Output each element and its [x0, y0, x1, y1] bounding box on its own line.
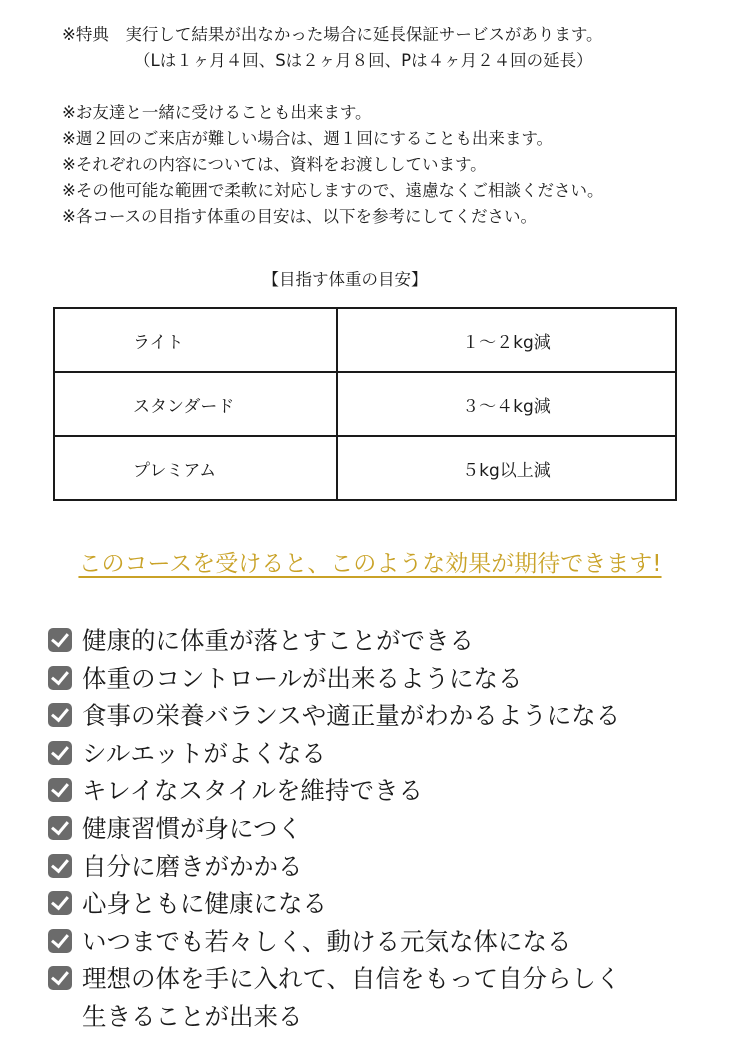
checkbox-checked-icon [48, 929, 72, 953]
note-item: ※その他可能な範囲で柔軟に対応しますので、遠慮なくご相談ください。 [62, 181, 604, 200]
effect-text: 心身ともに健康になる [82, 889, 327, 919]
note-item: ※お友達と一緒に受けることも出来ます。 [62, 103, 372, 122]
spacer [62, 74, 732, 100]
course-name: プレミアム [54, 436, 337, 500]
effect-text: 食事の栄養バランスや適正量がわかるようになる [82, 701, 621, 731]
checkbox-checked-icon [48, 854, 72, 878]
list-item [48, 960, 728, 1035]
checkbox-checked-icon [48, 741, 72, 765]
notes-section [62, 22, 732, 230]
effect-text-line: 理想の体を手に入れて、自信をもって自分らしく [82, 964, 621, 994]
checkbox-checked-icon [48, 703, 72, 727]
table-row [54, 308, 676, 372]
effect-text: シルエットがよくなる [82, 738, 326, 768]
list-item [48, 735, 728, 773]
effect-text: 体重のコントロールが出来るようになる [82, 663, 523, 693]
effect-text: 健康的に体重が落とすことができる [82, 626, 474, 655]
list-item [48, 660, 728, 698]
list-item [48, 885, 728, 923]
weight-goal: ５kg以上減 [337, 436, 676, 500]
checkbox-checked-icon [48, 666, 72, 690]
note-item: ※それぞれの内容については、資料をお渡ししています。 [62, 155, 487, 174]
checkbox-checked-icon [48, 891, 72, 915]
bonus-note: ※特典 実行して結果が出なかった場合に延長保証サービスがあります。 [62, 25, 603, 44]
checkbox-checked-icon [48, 816, 72, 840]
effect-text: いつまでも若々しく、動ける元気な体になる [82, 926, 572, 956]
weight-target-table [53, 307, 677, 501]
targets-title: 【目指す体重の目安】 [262, 270, 428, 289]
checkbox-checked-icon [48, 778, 72, 802]
effect-text-line: 生きることが出来る [82, 1001, 303, 1031]
effect-text: キレイなスタイルを維持できる [82, 776, 424, 806]
table-row [54, 436, 676, 500]
checkbox-checked-icon [48, 966, 72, 990]
effect-text: 自分に磨きがかかる [82, 851, 303, 881]
list-item [48, 810, 728, 848]
table-row [54, 372, 676, 436]
checkbox-checked-icon [48, 628, 72, 652]
list-item [48, 848, 728, 886]
weight-goal: １～２kg減 [337, 308, 676, 372]
course-name: スタンダード [54, 372, 337, 436]
list-item [48, 697, 728, 735]
effects-heading: このコースを受けると、このような効果が期待できます! [78, 551, 662, 577]
bonus-detail: （Lは１ヶ月４回、Sは２ヶ月８回、Pは４ヶ月２４回の延長） [134, 51, 593, 70]
weight-goal: ３～４kg減 [337, 372, 676, 436]
list-item [48, 772, 728, 810]
effects-list [48, 622, 728, 1036]
list-item [48, 622, 728, 660]
course-name: ライト [54, 308, 337, 372]
note-item: ※各コースの目指す体重の目安は、以下を参考にしてください。 [62, 207, 538, 226]
list-item [48, 923, 728, 961]
effect-text: 健康習慣が身につく [82, 813, 303, 843]
note-item: ※週２回のご来店が難しい場合は、週１回にすることも出来ます。 [62, 129, 554, 148]
effect-text-multiline [82, 960, 621, 1035]
